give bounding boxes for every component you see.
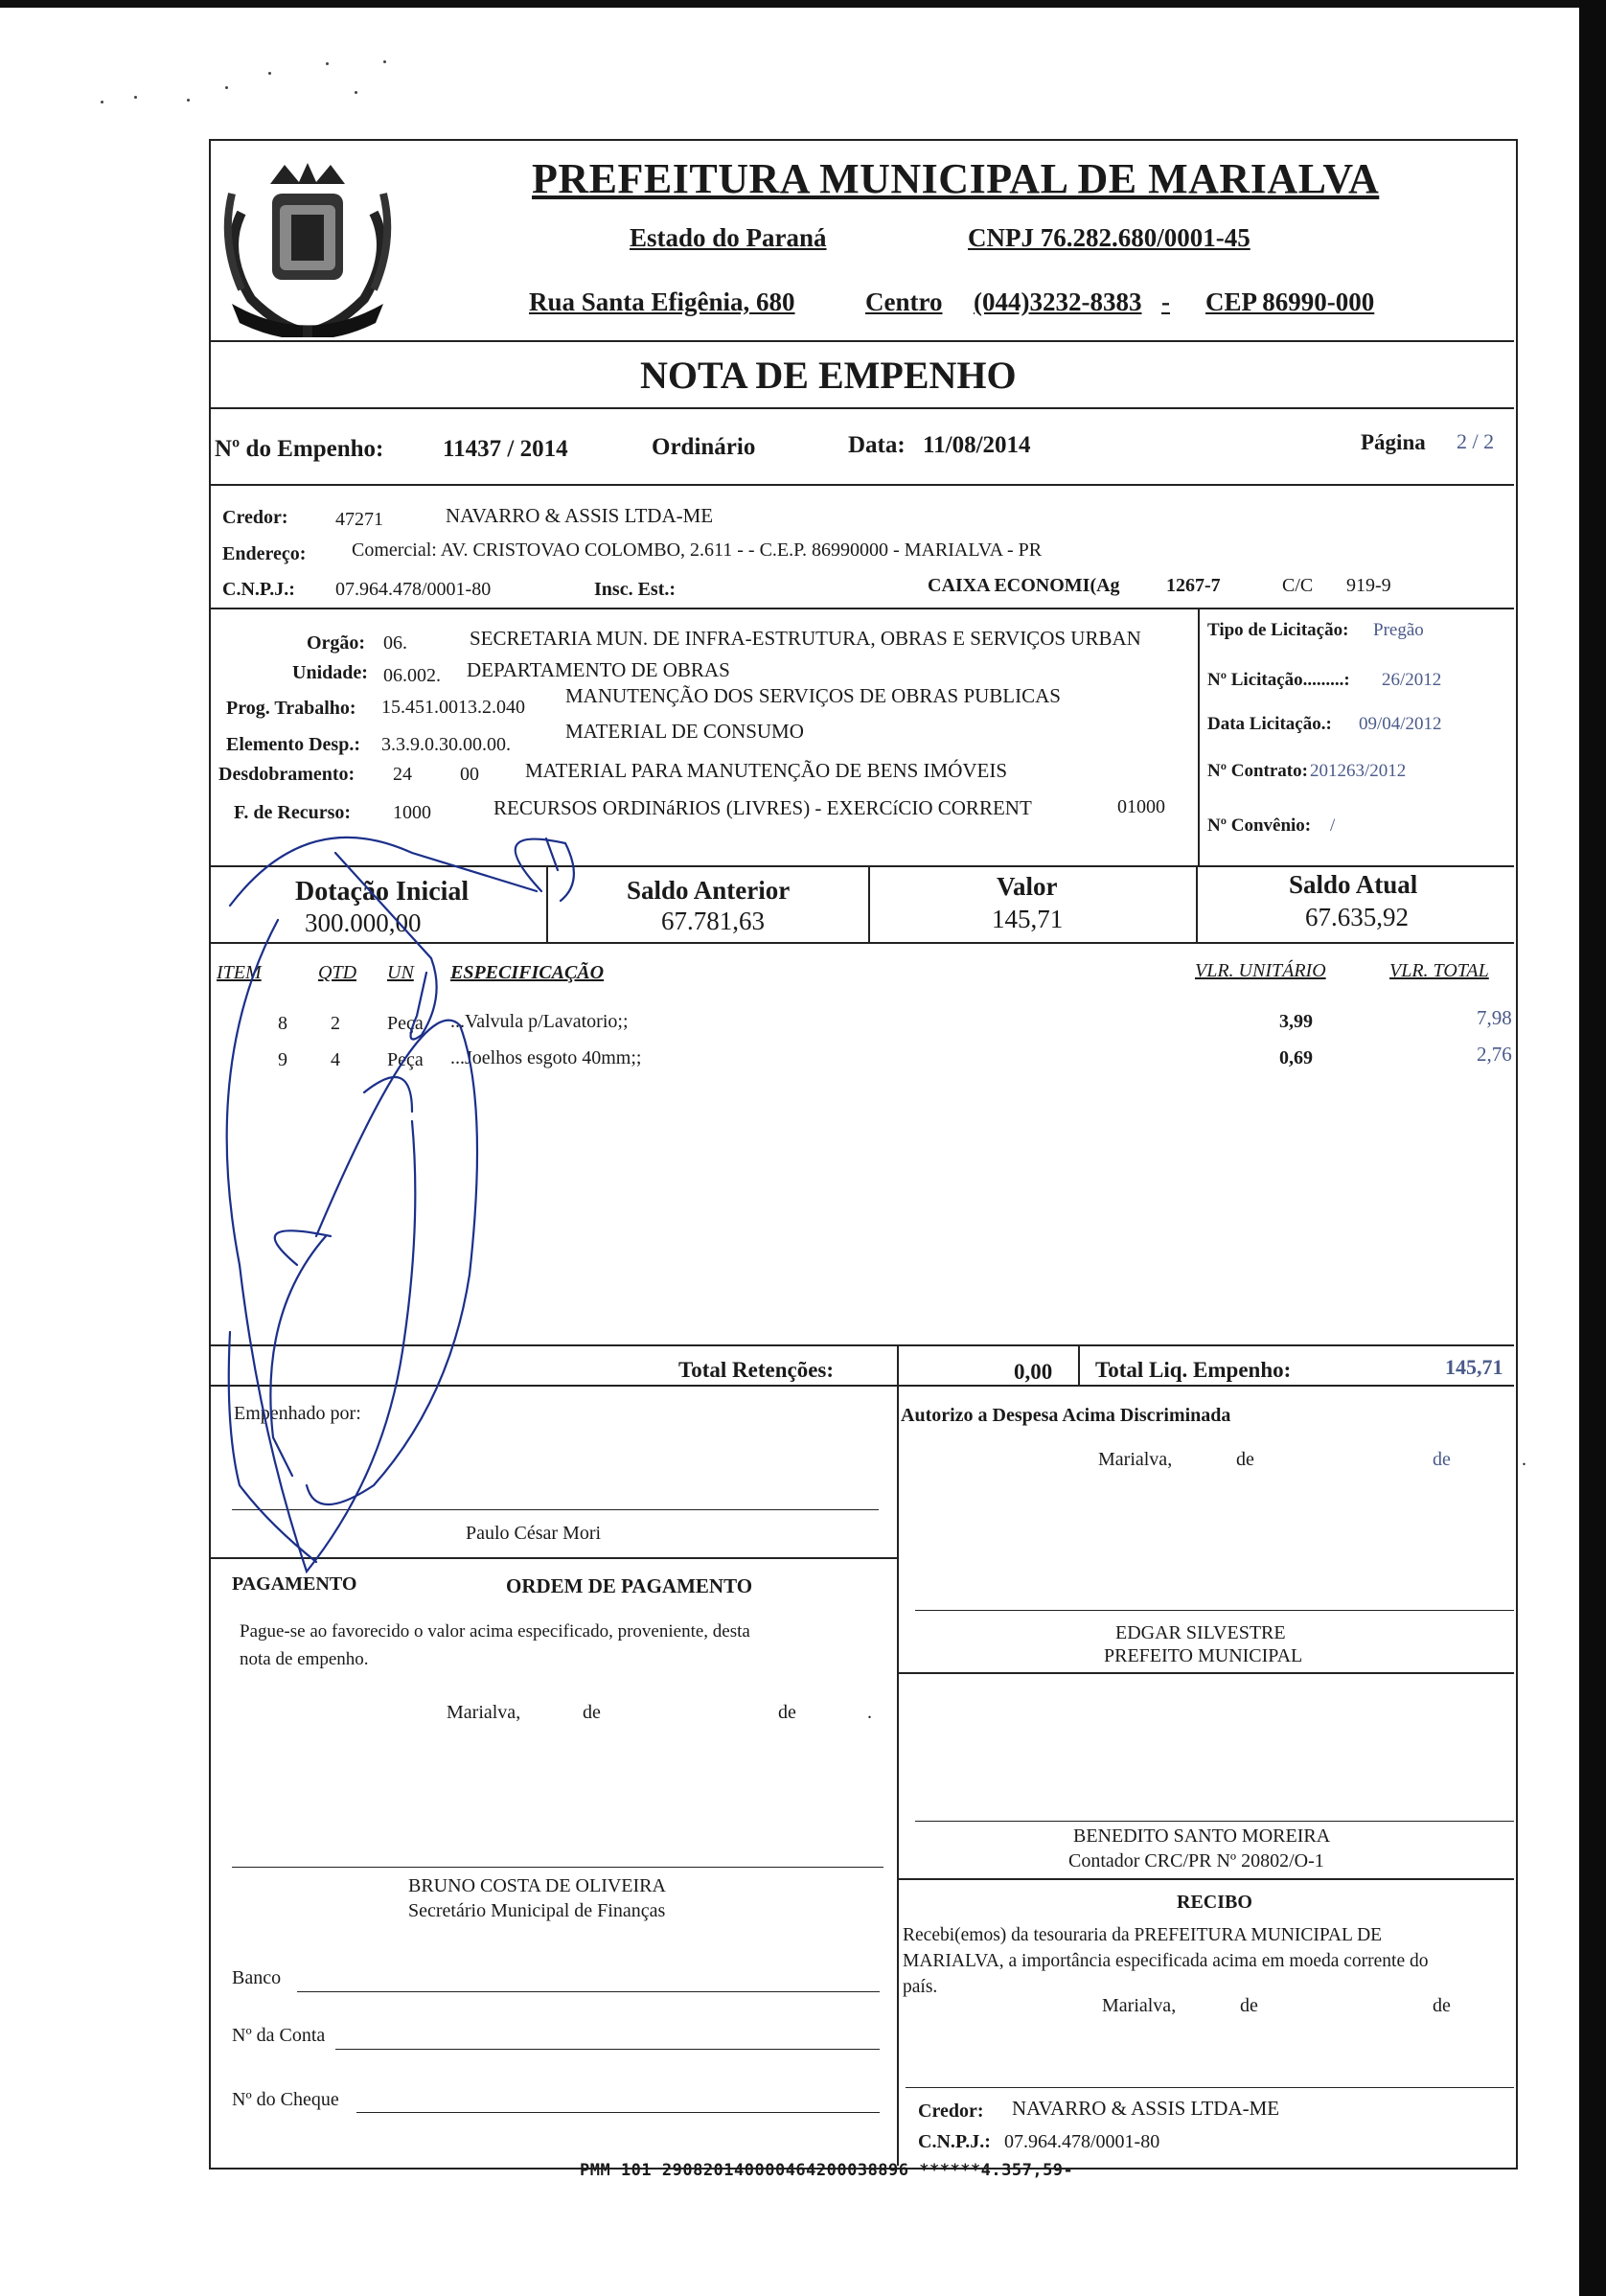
conta-field[interactable] — [335, 2049, 880, 2050]
row-total: 2,76 — [1477, 1043, 1512, 1066]
contador-name: BENEDITO SANTO MOREIRA — [1073, 1825, 1331, 1847]
pagamento-text-1: Pague-se ao favorecido o valor acima especificado, proveniente, desta — [240, 1621, 750, 1642]
divider — [209, 484, 1514, 486]
divider — [1078, 1344, 1080, 1385]
pagamento-label: PAGAMENTO — [232, 1573, 357, 1595]
recibo-de: de — [1240, 1995, 1258, 2016]
autorizo-dot: . — [1522, 1449, 1526, 1470]
prog-name: MANUTENÇÃO DOS SERVIÇOS DE OBRAS PUBLICAS — [565, 684, 1061, 707]
recibo-text-1: Recebi(emos) da tesouraria da PREFEITURA MUNICIPAL DE — [903, 1925, 1383, 1945]
credor-cnpj: 07.964.478/0001-80 — [335, 579, 492, 600]
fonte-code: 1000 — [393, 802, 431, 823]
row-item: 8 — [278, 1013, 287, 1034]
page-label: Página — [1361, 430, 1426, 454]
cheque-label: Nº do Cheque — [232, 2089, 339, 2110]
divider — [868, 865, 870, 942]
divider — [209, 942, 1514, 944]
footer-code: PMM 101 290820140000464200038896 ******4.357,59- — [580, 2161, 1074, 2180]
divider — [209, 1385, 1514, 1387]
retencoes-label: Total Retenções: — [678, 1358, 835, 1382]
licitacao-number: 26/2012 — [1382, 670, 1442, 690]
row-qtd: 2 — [331, 1013, 340, 1034]
unidade-name: DEPARTAMENTO DE OBRAS — [467, 658, 730, 681]
row-unit: 3,99 — [1279, 1011, 1313, 1032]
secretario-name: BRUNO COSTA DE OLIVEIRA — [408, 1875, 666, 1896]
orgao-name: SECRETARIA MUN. DE INFRA-ESTRUTURA, OBRAS E SERVIÇOS URBAN — [470, 627, 1141, 650]
divider — [209, 407, 1514, 409]
contrato-label: Nº Contrato: — [1207, 761, 1308, 781]
credor-code: 47271 — [335, 509, 383, 530]
recibo-title: RECIBO — [1177, 1892, 1252, 1913]
pagamento-dot: . — [867, 1702, 872, 1723]
scan-specks — [96, 53, 441, 120]
address-label: Endereço: — [222, 543, 307, 564]
licitacao-number-label: Nº Licitação.........: — [1207, 670, 1350, 690]
row-un: Peça — [387, 1049, 424, 1070]
pagamento-city: Marialva, — [447, 1702, 521, 1723]
pagamento-text-2: nota de empenho. — [240, 1649, 369, 1669]
saldo-atual-label: Saldo Atual — [1289, 870, 1418, 899]
col-item-header: ITEM — [217, 962, 262, 983]
coat-of-arms-logo — [213, 155, 402, 337]
banco-field[interactable] — [297, 1991, 880, 1992]
col-un-header: UN — [387, 962, 414, 983]
fonte-name: RECURSOS ORDINáRIOS (LIVRES) - EXERCíCIO CORRENT — [493, 796, 1032, 819]
orgao-code: 06. — [383, 632, 407, 654]
row-qtd: 4 — [331, 1049, 340, 1070]
row-unit: 0,69 — [1279, 1047, 1313, 1068]
signature-line — [906, 2087, 1514, 2088]
org-dash: - — [1161, 287, 1170, 316]
recibo-text-3: país. — [903, 1977, 938, 1997]
org-street: Rua Santa Efigênia, 680 — [529, 287, 795, 316]
licitacao-date-label: Data Licitação.: — [1207, 714, 1332, 734]
divider — [209, 608, 1514, 609]
valor-label: Valor — [997, 872, 1058, 901]
scan-edge-top — [0, 0, 1606, 8]
convenio-number: / — [1330, 815, 1336, 836]
divider — [1196, 865, 1198, 942]
org-title: PREFEITURA MUNICIPAL DE MARIALVA — [532, 155, 1380, 202]
recibo-cnpj: 07.964.478/0001-80 — [1004, 2131, 1160, 2152]
org-phone: (044)3232-8383 — [974, 287, 1142, 316]
contador-role: Contador CRC/PR Nº 20802/O-1 — [1068, 1850, 1324, 1871]
row-spec: ...Joelhos esgoto 40mm;; — [450, 1047, 642, 1068]
autorizo-de: de — [1236, 1449, 1254, 1470]
cnpj-label: C.N.P.J.: — [222, 579, 295, 600]
divider — [897, 1344, 899, 1385]
desdobramento-sub: 00 — [460, 764, 479, 785]
empenho-date-label: Data: — [848, 432, 906, 458]
unidade-label: Unidade: — [292, 662, 368, 683]
recibo-credor-label: Credor: — [918, 2101, 984, 2122]
cc-number: 919-9 — [1346, 575, 1391, 596]
recibo-cnpj-label: C.N.P.J.: — [918, 2131, 991, 2152]
document-title: NOTA DE EMPENHO — [640, 354, 1017, 397]
fonte-label: F. de Recurso: — [234, 802, 352, 823]
bank-name: CAIXA ECONOMI(Ag — [928, 575, 1120, 596]
liquido-value: 145,71 — [1445, 1355, 1503, 1379]
conta-label: Nº da Conta — [232, 2025, 326, 2046]
licitacao-date: 09/04/2012 — [1359, 714, 1442, 734]
secretario-role: Secretário Municipal de Finanças — [408, 1900, 666, 1921]
retencoes-value: 0,00 — [1014, 1360, 1053, 1384]
dotacao-label: Dotação Inicial — [295, 877, 470, 907]
row-item: 9 — [278, 1049, 287, 1070]
org-district: Centro — [865, 287, 943, 316]
col-spec-header: ESPECIFICAÇÃO — [450, 962, 605, 983]
col-qtd-header: QTD — [318, 962, 357, 983]
divider — [209, 1344, 1514, 1346]
pagamento-de: de — [583, 1702, 601, 1723]
prog-label: Prog. Trabalho: — [226, 698, 356, 719]
recibo-credor: NAVARRO & ASSIS LTDA-ME — [1012, 2097, 1280, 2120]
divider — [897, 1878, 1514, 1880]
org-cep: CEP 86990-000 — [1205, 287, 1375, 316]
pagamento-de2: de — [778, 1702, 796, 1723]
credor-name: NAVARRO & ASSIS LTDA-ME — [446, 504, 714, 527]
autorizo-de2: de — [1433, 1449, 1451, 1470]
empenho-number: 11437 / 2014 — [443, 436, 568, 462]
liquido-label: Total Liq. Empenho: — [1095, 1358, 1292, 1382]
signature-line — [915, 1610, 1514, 1611]
divider — [897, 1385, 899, 2166]
credor-address: Comercial: AV. CRISTOVAO COLOMBO, 2.611 - - C.E.P. 86990000 - MARIALVA - PR — [352, 540, 1043, 561]
divider — [546, 865, 548, 942]
state-name: Estado do Paraná — [630, 223, 827, 252]
saldo-anterior-value: 67.781,63 — [661, 907, 765, 935]
divider — [209, 340, 1514, 342]
empenho-date: 11/08/2014 — [923, 432, 1031, 458]
recibo-city: Marialva, — [1102, 1995, 1177, 2016]
contrato-number: 201263/2012 — [1310, 761, 1407, 781]
credor-label: Credor: — [222, 507, 288, 528]
valor-value: 145,71 — [992, 905, 1064, 933]
licitacao-type: Pregão — [1373, 620, 1424, 640]
saldo-anterior-label: Saldo Anterior — [627, 876, 791, 905]
divider — [1198, 608, 1200, 866]
recibo-de2: de — [1433, 1995, 1451, 2016]
signature-line — [232, 1867, 883, 1868]
prefeito-name: EDGAR SILVESTRE — [1115, 1622, 1286, 1643]
divider — [209, 1557, 899, 1559]
orgao-label: Orgão: — [307, 632, 366, 654]
elemento-code: 3.3.9.0.30.00.00. — [381, 734, 511, 755]
divider — [209, 865, 1514, 867]
convenio-label: Nº Convênio: — [1207, 815, 1312, 836]
ie-label: Insc. Est.: — [594, 579, 677, 600]
col-total-header: VLR. TOTAL — [1389, 960, 1489, 981]
autorizo-city: Marialva, — [1098, 1449, 1173, 1470]
row-spec: ...Valvula p/Lavatorio;; — [450, 1011, 629, 1032]
elemento-name: MATERIAL DE CONSUMO — [565, 720, 804, 743]
desdobramento-code: 24 — [393, 764, 412, 785]
signature-line — [232, 1509, 879, 1510]
cc-label: C/C — [1282, 575, 1314, 596]
empenho-number-label: Nº do Empenho: — [215, 436, 384, 462]
banco-label: Banco — [232, 1967, 282, 1988]
row-un: Peça — [387, 1013, 424, 1034]
recibo-text-2: MARIALVA, a importância especificada acima em moeda corrente do — [903, 1951, 1429, 1971]
desdobramento-name: MATERIAL PARA MANUTENÇÃO DE BENS IMÓVEIS — [525, 759, 1008, 782]
elemento-label: Elemento Desp.: — [226, 734, 360, 755]
prefeito-role: PREFEITO MUNICIPAL — [1104, 1645, 1303, 1666]
fonte-extra: 01000 — [1117, 796, 1165, 817]
col-unit-header: VLR. UNITÁRIO — [1195, 960, 1326, 981]
empenhado-name: Paulo César Mori — [466, 1523, 602, 1544]
scan-edge-right — [1579, 0, 1606, 2296]
prog-code: 15.451.0013.2.040 — [381, 697, 525, 718]
ordem-pagamento-title: ORDEM DE PAGAMENTO — [506, 1574, 753, 1597]
row-total: 7,98 — [1477, 1006, 1512, 1029]
autorizo-text: Autorizo a Despesa Acima Discriminada — [901, 1405, 1231, 1426]
signature-line — [915, 1821, 1514, 1822]
empenhado-label: Empenhado por: — [234, 1403, 361, 1424]
saldo-atual-value: 67.635,92 — [1305, 903, 1409, 931]
dotacao-value: 300.000,00 — [305, 908, 422, 937]
desdobramento-label: Desdobramento: — [218, 764, 356, 785]
bank-agency: 1267-7 — [1166, 575, 1221, 596]
licitacao-type-label: Tipo de Licitação: — [1207, 620, 1349, 640]
cheque-field[interactable] — [356, 2112, 880, 2113]
page-number: 2 / 2 — [1457, 429, 1495, 453]
unidade-code: 06.002. — [383, 665, 441, 686]
org-cnpj: CNPJ 76.282.680/0001-45 — [968, 223, 1250, 252]
divider — [897, 1672, 1514, 1674]
empenho-type: Ordinário — [652, 434, 756, 460]
